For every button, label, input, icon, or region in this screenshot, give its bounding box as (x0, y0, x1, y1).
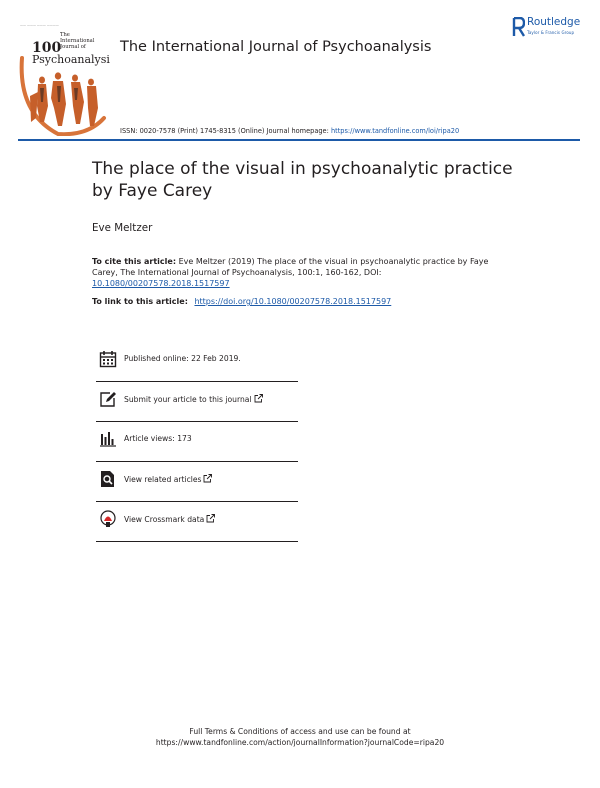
issn-line (120, 127, 459, 135)
crossmark-row[interactable] (96, 502, 298, 542)
terms-text: Full Terms & Conditions of access and use can be found at (189, 727, 411, 736)
external-link-icon (254, 394, 263, 403)
svg-text:—— ——— ——— ————: —— ——— ——— ———— (20, 23, 59, 27)
journal-title: The International Journal of Psychoanalysis (120, 39, 432, 55)
svg-text:100: 100 (32, 40, 62, 56)
crossmark-link[interactable] (124, 514, 215, 524)
header-divider (18, 139, 580, 141)
related-articles-link[interactable] (124, 474, 212, 484)
routledge-r-icon (512, 17, 525, 37)
terms-url[interactable]: https://www.tandfonline.com/action/journalInformation?journalCode=ripa20 (155, 738, 445, 747)
crossmark-text: View Crossmark data (124, 515, 205, 524)
svg-text:International: International (60, 38, 95, 44)
publisher-name: Routledge (527, 16, 581, 28)
svg-text:Psychoanalysis: Psychoanalysis (32, 53, 110, 66)
issn-text: ISSN: 0020-7578 (Print) 1745-8315 (Online) Journal homepage: (120, 127, 329, 135)
submit-article-text: Submit your article to this journal (124, 395, 252, 404)
svg-text:Journal of: Journal of (60, 44, 86, 50)
publisher-tagline: Taylor & Francis Group (527, 30, 575, 35)
citation-text: Eve Meltzer (2019) The place of the visual in psychoanalytic practice by Faye Carey, The International Journal of Psychoanalysis, 100:1, 160-162, DOI: (92, 257, 489, 277)
published-online-text: Published online: 22 Feb 2019. (124, 354, 241, 363)
article-views-text: Article views: 173 (124, 434, 192, 443)
search-document-icon (99, 470, 117, 488)
article-title: The place of the visual in psychoanalytic practice by Faye Carey (92, 159, 513, 201)
citation-label: To cite this article: (92, 257, 177, 266)
published-online-row (96, 342, 298, 382)
related-articles-row[interactable] (96, 462, 298, 502)
bar-chart-icon (99, 430, 117, 448)
citation-doi-link[interactable]: 10.1080/00207578.2018.1517597 (92, 279, 230, 288)
row-divider (96, 541, 298, 542)
article-doi-url[interactable]: https://doi.org/10.1080/00207578.2018.1517597 (194, 297, 392, 306)
article-link-label: To link to this article: (92, 297, 188, 306)
article-author: Eve Meltzer (92, 222, 153, 234)
external-link-icon (203, 474, 212, 483)
journal-cover-image (18, 18, 110, 136)
external-link-icon (206, 514, 215, 523)
calendar-icon (99, 350, 117, 368)
citation-block (92, 256, 512, 289)
submit-article-link[interactable] (124, 394, 263, 404)
related-articles-text: View related articles (124, 475, 202, 484)
article-views-row (96, 422, 298, 462)
article-link-line (92, 297, 391, 306)
crossmark-icon (99, 510, 117, 528)
edit-icon (99, 390, 117, 408)
terms-footer (0, 726, 600, 748)
submit-article-row[interactable] (96, 382, 298, 422)
svg-text:The: The (60, 32, 70, 38)
journal-homepage-link[interactable]: https://www.tandfonline.com/loi/ripa20 (330, 127, 460, 135)
